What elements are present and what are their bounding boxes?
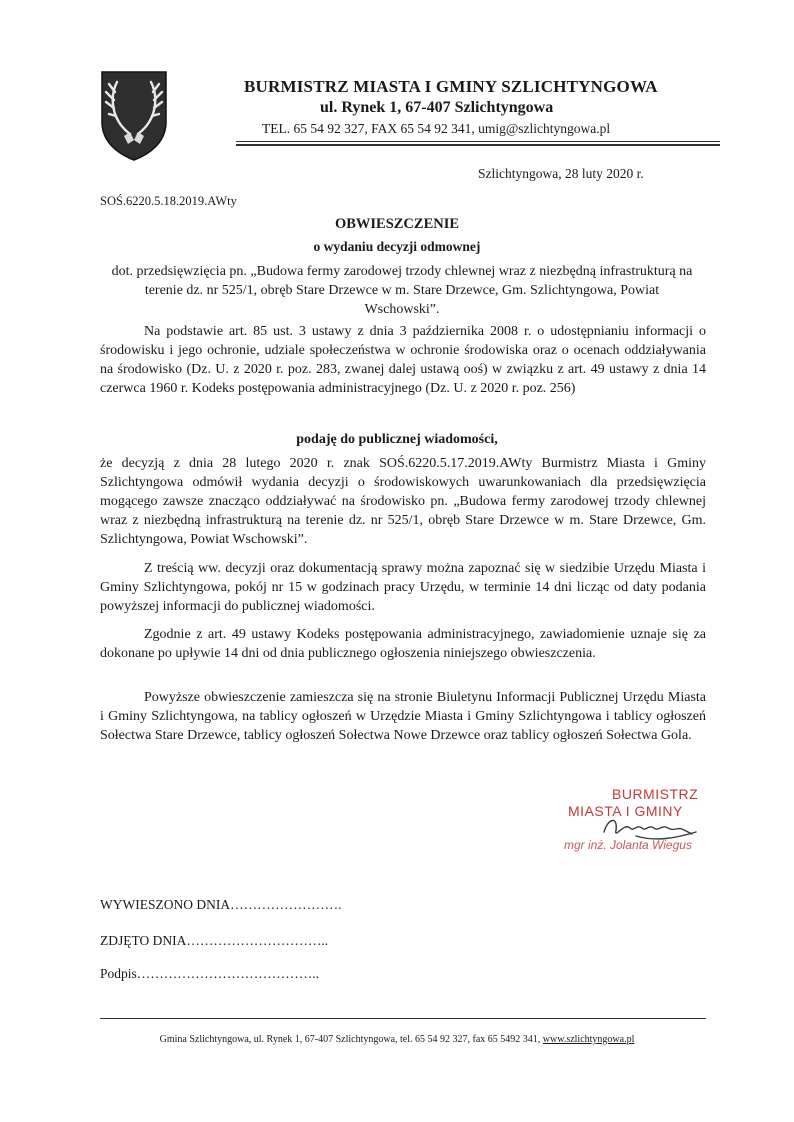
document-subtitle: o wydaniu decyzji odmownej <box>313 239 481 254</box>
stamp-line-2: MIASTA I GMINY <box>568 803 683 819</box>
paragraph-legal-basis: Na podstawie art. 85 ust. 3 ustawy z dnia 3 października 2008 r. o udostępnianiu informacji o środowisku i jego ochronie, udziale społeczeństwa w ochronie środowiska oraz o ocenach oddziaływania na środowisko (Dz. U. z 2020 r. poz. 283, zwanej dalej ustawą ooś) w związku z art. 49 ustawy z dnia 14 czerwca 1960 r. Kodeks postępowania administracyjnego (Dz. U. z 2020 r. poz. 256) <box>100 324 706 396</box>
paragraph-notification: Zgodnie z art. 49 ustawy Kodeks postępowania administracyjnego, zawiadomienie uznaje się za dokonane po upływie 14 dni od dnia publicznego ogłoszenia niniejszego obwieszczenia. <box>100 627 706 661</box>
header-divider <box>236 141 720 142</box>
issuer-address: ul. Rynek 1, 67-407 Szlichtyngowa <box>320 99 554 116</box>
footer <box>0 1034 794 1045</box>
footer-text: Gmina Szlichtyngowa, ul. Rynek 1, 67-407 Szlichtyngowa, tel. 65 54 92 327, fax 65 5492 341, <box>159 1034 543 1045</box>
place-date: Szlichtyngowa, 28 luty 2020 r. <box>478 166 644 181</box>
paragraph-decision: że decyzją z dnia 28 lutego 2020 r. znak SOŚ.6220.5.17.2019.AWty Burmistrz Miasta i Gminy Szlichtyngowa odmówił wydania decyzji o środowiskowych uwarunkowaniach dla przedsięwzięcia mogącego zawsze znacząco oddziaływać na środowisko pn. „Budowa fermy zarodowej trzody chlewnej wraz z niezbędną infrastrukturą na terenie dz. nr 525/1, obręb Stare Drzewce w m. Stare Drzewce, Gm. Szlichtyngowa, Powiat Wschowski”. <box>100 456 706 547</box>
signature-field: Podpis………………………………….. <box>100 966 320 981</box>
posted-date-field: WYWIESZONO DNIA……………………. <box>100 897 342 912</box>
footer-website-link[interactable]: www.szlichtyngowa.pl <box>542 1034 635 1045</box>
removed-date-field: ZDJĘTO DNIA………………………….. <box>100 933 329 948</box>
coat-of-arms-icon <box>100 70 168 162</box>
announcement-heading: podaję do publicznej wiadomości, <box>296 432 498 447</box>
paragraph-publication: Powyższe obwieszczenie zamieszcza się na stronie Biuletynu Informacji Publicznej Urzędu Miasta i Gminy Szlichtyngowa, na tablicy ogłoszeń w Urzędzie Miasta i Gminy Szlichtyngowa i tablicy ogłoszeń Sołectwa Stare Drzewce, tablicy ogłoszeń Sołectwa Nowe Drzewce oraz tablicy ogłoszeń Sołectwa Gola. <box>100 690 706 743</box>
paragraph-access: Z treścią ww. decyzji oraz dokumentacją sprawy można zapoznać się w siedzibie Urzędu Miasta i Gminy Szlichtyngowa, pokój nr 15 w godzinach pracy Urzędu, w terminie 14 dni licząc od daty podania powyższej informacji do publicznej wiadomości. <box>100 561 706 614</box>
case-reference: SOŚ.6220.5.18.2019.AWty <box>100 194 237 208</box>
issuer-contact: TEL. 65 54 92 327, FAX 65 54 92 341, umig@szlichtyngowa.pl <box>262 121 611 136</box>
header-divider-thick <box>236 144 720 146</box>
issuer-title: BURMISTRZ MIASTA I GMINY SZLICHTYNGOWA <box>244 77 658 96</box>
stamp-signer: mgr inż. Jolanta Wiegus <box>564 838 692 852</box>
document-title: OBWIESZCZENIE <box>334 216 460 232</box>
stamp-line-1: BURMISTRZ <box>612 786 699 802</box>
subject-line: dot. przedsięwzięcia pn. „Budowa fermy zarodowej trzody chlewnej wraz z niezbędną infrastrukturą na terenie dz. nr 525/1, obręb Stare Drzewce w m. Stare Drzewce, Gm. Szlichtyngowa, Powiat Wschowski”. <box>111 264 693 317</box>
footer-divider <box>100 1018 706 1019</box>
